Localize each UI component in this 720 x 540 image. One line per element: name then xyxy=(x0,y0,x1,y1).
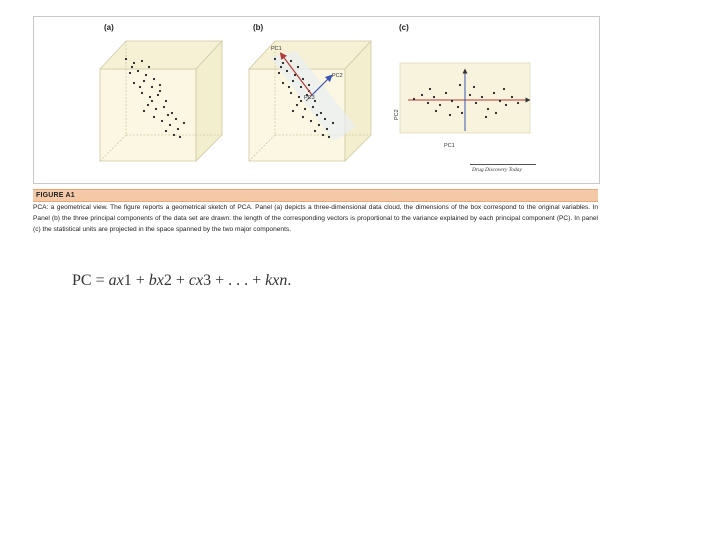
data-point xyxy=(324,118,326,120)
data-point xyxy=(487,108,489,110)
data-point xyxy=(167,114,169,116)
pc3-label: PC3 xyxy=(304,95,315,101)
data-point xyxy=(171,112,173,114)
data-point xyxy=(435,110,437,112)
equation-period: . xyxy=(287,272,292,289)
data-point xyxy=(511,96,513,98)
data-point xyxy=(503,88,505,90)
data-point xyxy=(505,104,507,106)
data-point xyxy=(290,92,292,94)
caption-heading-bar xyxy=(33,189,598,202)
data-point xyxy=(169,124,171,126)
data-point xyxy=(421,94,423,96)
equation-plus-1: + xyxy=(131,272,149,289)
data-point xyxy=(278,72,280,74)
data-point xyxy=(328,136,330,138)
cube-a-back xyxy=(100,69,196,161)
data-point xyxy=(165,130,167,132)
data-point xyxy=(286,70,288,72)
figure-drawing xyxy=(34,17,599,183)
data-point xyxy=(143,80,145,82)
data-point xyxy=(495,112,497,114)
pca-equation xyxy=(72,272,291,290)
data-point xyxy=(141,92,143,94)
equation-term-3-index: 3 xyxy=(203,272,212,289)
data-point xyxy=(517,102,519,104)
data-point xyxy=(302,78,304,80)
data-point xyxy=(475,102,477,104)
data-point xyxy=(485,116,487,118)
panel-b-cube xyxy=(249,41,371,161)
data-point xyxy=(163,106,165,108)
data-point xyxy=(143,110,145,112)
data-point xyxy=(322,134,324,136)
data-point xyxy=(157,94,159,96)
data-point xyxy=(298,96,300,98)
data-point xyxy=(457,106,459,108)
equation-term-2-index: 2 xyxy=(163,272,172,289)
source-label: Drug Discovery Today xyxy=(472,167,522,173)
data-point xyxy=(481,96,483,98)
data-point xyxy=(148,66,150,68)
data-point xyxy=(139,86,141,88)
figure-frame xyxy=(33,16,600,184)
data-point xyxy=(439,104,441,106)
caption-heading: FIGURE A1 xyxy=(36,192,75,199)
data-point xyxy=(183,122,185,124)
data-point xyxy=(429,88,431,90)
data-point xyxy=(151,100,153,102)
data-point xyxy=(320,112,322,114)
data-point xyxy=(493,92,495,94)
data-point xyxy=(137,70,139,72)
data-point xyxy=(427,102,429,104)
data-point xyxy=(274,58,276,60)
pc1-label: PC1 xyxy=(271,46,282,52)
panel-a-cube xyxy=(100,41,222,161)
panel-c-label: (c) xyxy=(399,23,409,32)
data-point xyxy=(316,114,318,116)
data-point xyxy=(175,118,177,120)
data-point xyxy=(131,66,133,68)
data-point xyxy=(292,110,294,112)
data-point xyxy=(310,120,312,122)
data-point xyxy=(469,94,471,96)
data-point xyxy=(155,108,157,110)
data-point xyxy=(292,80,294,82)
data-point xyxy=(449,114,451,116)
equation-term-k: kxn xyxy=(265,272,288,289)
data-point xyxy=(314,130,316,132)
data-point xyxy=(318,124,320,126)
data-point xyxy=(149,96,151,98)
equation-term-1: ax xyxy=(108,272,124,289)
data-point xyxy=(302,116,304,118)
data-point xyxy=(165,100,167,102)
data-point xyxy=(312,106,314,108)
data-point xyxy=(451,100,453,102)
data-point xyxy=(288,86,290,88)
data-point xyxy=(300,100,302,102)
data-point xyxy=(173,134,175,136)
data-point xyxy=(151,86,153,88)
data-point xyxy=(145,74,147,76)
data-point xyxy=(159,84,161,86)
data-point xyxy=(445,92,447,94)
data-point xyxy=(297,66,299,68)
data-point xyxy=(296,104,298,106)
data-point xyxy=(461,112,463,114)
data-point xyxy=(161,120,163,122)
equation-lhs: PC = xyxy=(72,272,109,289)
axis-y-label: PC2 xyxy=(394,109,400,120)
data-point xyxy=(177,128,179,130)
data-point xyxy=(141,60,143,62)
data-point xyxy=(290,60,292,62)
equation-term-1-index: 1 xyxy=(123,272,132,289)
data-point xyxy=(147,104,149,106)
data-point xyxy=(300,86,302,88)
data-point xyxy=(308,84,310,86)
data-point xyxy=(179,136,181,138)
data-point xyxy=(282,62,284,64)
data-point xyxy=(332,122,334,124)
data-point xyxy=(413,98,415,100)
equation-ellipsis: + . . . + xyxy=(211,272,266,289)
panel-b-label: (b) xyxy=(253,23,264,32)
data-point xyxy=(129,72,131,74)
data-point xyxy=(304,108,306,110)
data-point xyxy=(133,82,135,84)
data-point xyxy=(125,58,127,60)
data-point xyxy=(153,116,155,118)
data-point xyxy=(282,82,284,84)
data-point xyxy=(280,66,282,68)
data-point xyxy=(153,78,155,80)
data-point xyxy=(473,86,475,88)
equation-term-2: bx xyxy=(148,272,164,289)
data-point xyxy=(433,96,435,98)
panel-a-label: (a) xyxy=(104,23,114,32)
axis-x-label: PC1 xyxy=(444,143,455,149)
data-point xyxy=(459,84,461,86)
pc2-label: PC2 xyxy=(332,73,343,79)
data-point xyxy=(159,90,161,92)
data-point xyxy=(133,62,135,64)
data-point xyxy=(326,128,328,130)
caption-text: PCA: a geometrical view. The figure reports a geometrical sketch of PCA. Panel (a) depicts a three-dimensional data cloud, the dimensions of the box correspond to the original variables. In Panel (b) the three principal components of the data set are drawn: the length of the corresponding vectors is proportional to the variance explained by each principal component (PC). In panel (c) the statistical units are projected in the space spanned by the two major components. xyxy=(33,204,598,233)
data-point xyxy=(499,100,501,102)
equation-term-3: cx xyxy=(188,272,204,289)
equation-plus-2: + xyxy=(171,272,189,289)
